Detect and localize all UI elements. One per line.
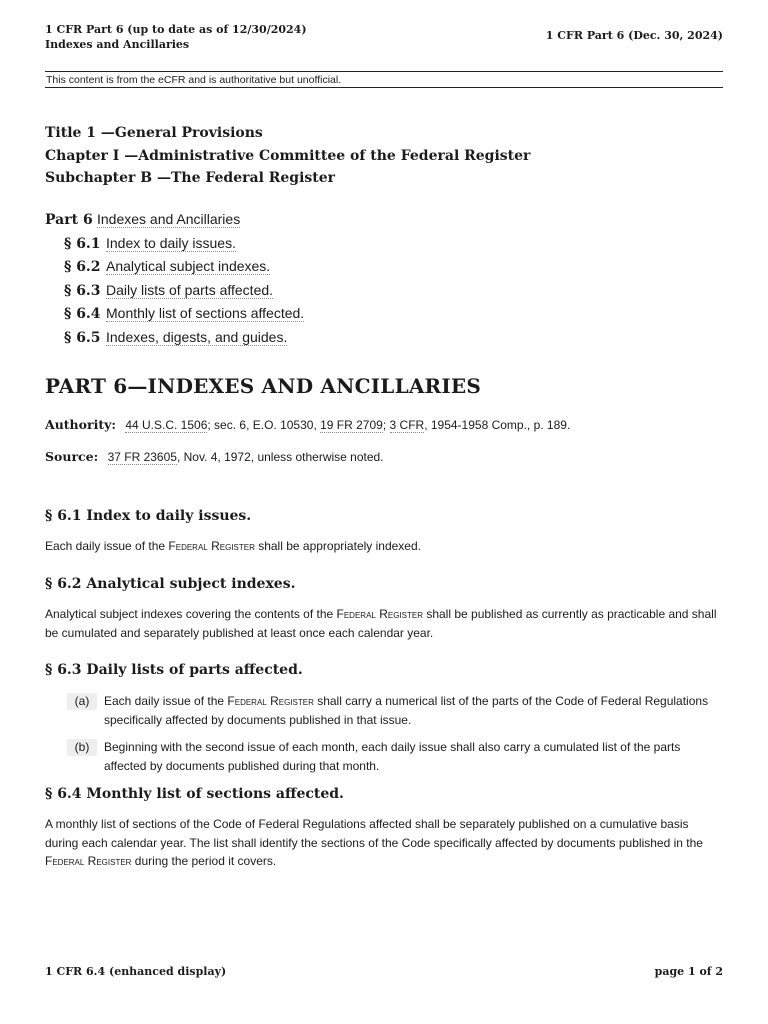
toc-section-number: § 6.5	[64, 329, 101, 346]
toc-section-number: § 6.3	[64, 282, 101, 299]
running-header-right: 1 CFR Part 6 (Dec. 30, 2024)	[545, 29, 723, 42]
citation-link-44-usc-1506[interactable]: 44 U.S.C. 1506	[125, 418, 208, 432]
text-run: Each daily issue of the	[45, 539, 169, 553]
subchapter-heading: Subchapter B —The Federal Register	[45, 170, 336, 186]
authority-notice: This content is from the eCFR and is authoritative but unofficial.	[45, 71, 723, 88]
section-text-6-4	[45, 815, 725, 871]
toc-section-row	[45, 279, 304, 303]
federal-register-term: Federal Register	[168, 539, 255, 553]
footer-citation: 1 CFR 6.4 (enhanced display)	[45, 965, 227, 978]
citation-link-3-cfr[interactable]: 3 CFR	[389, 418, 425, 432]
text-run: Analytical subject indexes covering the contents of the	[45, 607, 337, 621]
toc-section-row	[45, 255, 304, 279]
toc-part-link[interactable]: Indexes and Ancillaries	[97, 211, 241, 227]
authority-label: Authority:	[45, 417, 116, 432]
authority-text: , 1954-1958 Comp., p. 189.	[424, 418, 571, 432]
paragraph-marker-b: (b)	[67, 739, 97, 756]
federal-register-term: Federal Register	[336, 607, 423, 621]
toc-section-link-6-3[interactable]: Daily lists of parts affected.	[106, 281, 274, 298]
text-run: shall carry a numerical list of the parts of the Code of Federal Regulations specifically affected by documents published in that issue.	[104, 694, 709, 727]
table-of-contents	[45, 208, 304, 349]
text-run: during the period it covers.	[131, 854, 277, 868]
section-text-6-2	[45, 605, 725, 642]
section-heading-6-4: § 6.4 Monthly list of sections affected.	[45, 786, 344, 802]
section-text-6-1	[45, 537, 725, 556]
title-heading: Title 1 —General Provisions	[45, 125, 263, 141]
page-number: page 1 of 2	[654, 965, 723, 978]
toc-section-number: § 6.1	[64, 235, 101, 252]
toc-section-number: § 6.4	[64, 306, 101, 322]
source-text: , Nov. 4, 1972, unless otherwise noted.	[176, 450, 384, 464]
paragraph-b	[67, 738, 725, 775]
toc-part-label: Part 6	[45, 212, 93, 228]
section-heading-6-3: § 6.3 Daily lists of parts affected.	[45, 662, 303, 678]
authority-line	[45, 417, 570, 433]
text-run: shall be appropriately indexed.	[254, 539, 421, 553]
part-heading: PART 6—INDEXES AND ANCILLARIES	[45, 374, 482, 398]
paragraph-a	[67, 692, 725, 729]
section-heading-6-1: § 6.1 Index to daily issues.	[45, 508, 252, 524]
hierarchy	[45, 122, 530, 190]
chapter-heading: Chapter I —Administrative Committee of the Federal Register	[45, 147, 531, 164]
toc-section-link-6-5[interactable]: Indexes, digests, and guides.	[106, 328, 288, 345]
source-line	[45, 449, 384, 465]
toc-section-link-6-1[interactable]: Index to daily issues.	[106, 234, 236, 251]
text-run: A monthly list of sections of the Code of Federal Regulations affected shall be separately published on a cumulative basis during each calendar year. The list shall identify the sections of the Code specifically affected by documents published in the	[45, 817, 703, 850]
authority-text: ;	[382, 418, 390, 432]
authority-text: ; sec. 6, E.O. 10530,	[207, 418, 321, 432]
text-run: Each daily issue of the	[104, 694, 228, 708]
paragraph-marker-a: (a)	[67, 693, 97, 710]
citation-link-37-fr-23605[interactable]: 37 FR 23605	[107, 450, 177, 464]
toc-section-link-6-2[interactable]: Analytical subject indexes.	[106, 258, 271, 274]
toc-section-link-6-4[interactable]: Monthly list of sections affected.	[106, 305, 305, 321]
text-run: Beginning with the second issue of each month, each daily issue shall also carry a cumulated list of the parts affected by documents published during that month.	[104, 740, 681, 773]
toc-section-row	[45, 302, 304, 326]
source-label: Source:	[45, 449, 99, 464]
running-header-left	[45, 22, 307, 52]
toc-section-row	[45, 326, 304, 350]
federal-register-term: Federal Register	[45, 854, 132, 868]
text-run: shall be published as currently as practicable and shall be cumulated and separately published at least once each calendar year.	[45, 607, 717, 640]
citation-link-19-fr-2709[interactable]: 19 FR 2709	[320, 418, 383, 432]
header-part-title: Indexes and Ancillaries	[45, 38, 190, 51]
section-heading-6-2: § 6.2 Analytical subject indexes.	[45, 576, 296, 592]
toc-part-row	[45, 208, 304, 232]
federal-register-term: Federal Register	[227, 694, 314, 708]
header-citation: 1 CFR Part 6 (up to date as of 12/30/2024)	[45, 23, 307, 36]
toc-section-row	[45, 232, 304, 256]
toc-section-number: § 6.2	[64, 259, 101, 275]
